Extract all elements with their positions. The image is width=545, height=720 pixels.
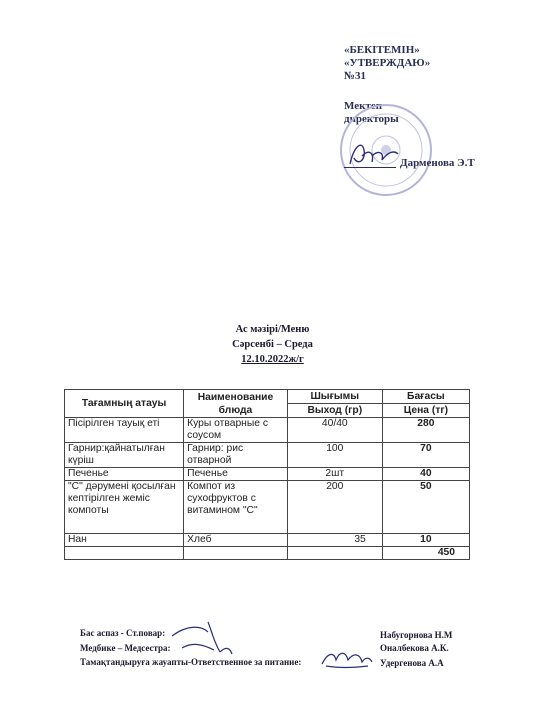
table-row [65,534,470,547]
cell-price: 10 [382,534,469,547]
table-row [65,468,470,481]
nurse-name: Оналбекова А.К. [380,643,449,653]
cell-price: 50 [382,481,469,534]
cell-dish-ru: Гарнир: рис отварной [184,443,288,468]
approval-kz: «БЕКІТЕМІН» [344,44,420,56]
responsible-name: Удергенова А.А [380,658,444,668]
cell-dish-kz: Гарнир:қайнатылған күріш [65,443,184,468]
cell-empty [184,547,288,560]
header-dish-kz: Тағамның атауы [65,390,184,418]
menu-date: 12.10.2022ж/г [241,354,304,365]
cell-empty [65,547,184,560]
cell-yield: 2шт [287,468,382,481]
cell-empty [287,547,382,560]
cell-dish-kz: Пісірілген тауық еті [65,418,184,443]
cell-yield: 200 [287,481,382,534]
responsible-label: Тамақтандыруға жауапты-Ответственное за питание: [80,657,302,667]
table-total-row [65,547,470,560]
cell-yield: 35 [287,534,382,547]
signature-line [344,167,396,168]
table-row [65,418,470,443]
cell-yield: 40/40 [287,418,382,443]
director-title-2: директоры [344,113,399,125]
cell-price: 280 [382,418,469,443]
header-price-ru: Цена (тг) [382,404,469,418]
director-title-1: Мектеп [344,100,383,112]
cell-yield: 100 [287,443,382,468]
table-row [65,443,470,468]
cell-dish-kz: "С" дәрумені қосылған кептірілген жеміс компоты [65,481,184,534]
school-number: №31 [344,70,367,82]
cell-price: 40 [382,468,469,481]
header-price-kz: Бағасы [382,390,469,404]
cell-price: 70 [382,443,469,468]
cell-dish-kz: Печенье [65,468,184,481]
cell-dish-kz: Нан [65,534,184,547]
table-row [65,481,470,534]
cell-dish-ru: Хлеб [184,534,288,547]
responsible-signature [318,646,374,672]
chef-signature [168,618,238,658]
menu-table [64,389,470,560]
nurse-label: Медбике – Медсестра: [80,643,171,653]
chef-label: Бас аспаз - Ст.повар: [80,628,166,638]
table-header-row [65,390,470,404]
director-name: Дарменова Э.Т [400,157,475,169]
header-yield-kz: Шығымы [287,390,382,404]
cell-total: 450 [382,547,469,560]
chef-name: Набугорнова Н.М [380,630,453,640]
approval-ru: «УТВЕРЖДАЮ» [344,57,431,69]
cell-dish-ru: Куры отварные с соусом [184,418,288,443]
header-dish-ru: Наименование блюда [184,390,288,418]
menu-day: Сәрсенбі – Среда [232,339,313,350]
cell-dish-ru: Компот из сухофруктов с витамином "С" [184,481,288,534]
cell-dish-ru: Печенье [184,468,288,481]
menu-title: Ас мәзірі/Меню [235,324,310,335]
header-yield-ru: Выход (гр) [287,404,382,418]
